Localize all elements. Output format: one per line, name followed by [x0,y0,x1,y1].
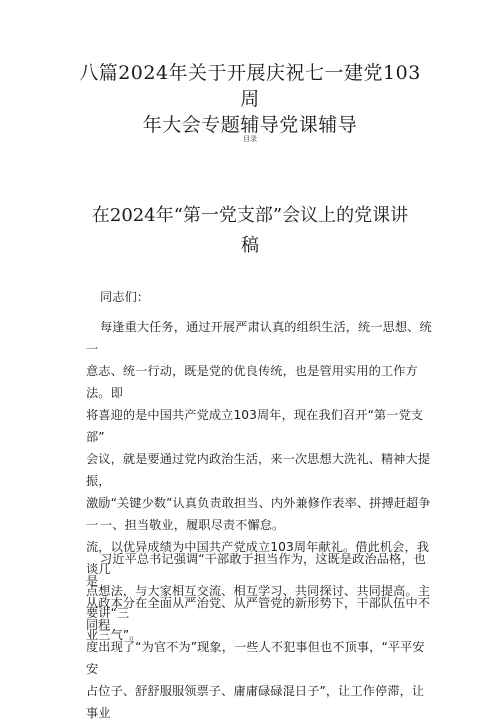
paragraph-line: 业三气”。 [86,628,142,642]
paragraph-line: 将喜迎的是中国共产党成立103周年，现在我们召开“第一党支部” [86,408,424,444]
paragraph-line: 占位子、舒舒服服领票子、庸庸碌碌混日子”，让工作停滞，让事业 [86,684,425,720]
paragraph-line: 从政本分在全面从严治党、从严管党的新形势下，干部队伍中不同程 [86,596,431,632]
section-title-line-1: 在2024年“第一党支部”会议上的党课讲 [91,205,409,226]
paragraph-line: 激励“关键少数”认真负责敢担当、内外兼修作表率、拼搏赶超争一 [86,496,431,532]
document-title-line-1: 八篇2024年关于开展庆祝七一建党103周 [79,62,421,110]
paragraph-line: 会议，就是要通过党内政治生活，来一次思想大洗礼、精神大提振， [86,452,431,488]
paragraph-line: 流，以优异成绩为中国共产党成立103周年献礼。借此机会，我谈几 [86,540,430,576]
document-title-line-2: 年大会专题辅导党课辅导 [142,114,358,136]
paragraph-2 [86,548,434,724]
paragraph-line: 度出现了“为官不为”现象，一些人不犯事但也不顶事，“平平安安 [86,640,425,676]
paragraph-line: 每逢重大任务，通过开展严肃认真的组织生活，统一思想、统一 [86,320,432,356]
paragraph-line: 习近平总书记强调“干部敢于担当作为，这既是政治品格，也是 [86,552,426,588]
paragraph-line: 点想法，与大家相互交流、相互学习、共同探讨、共同提高。主要讲“三 [86,584,431,620]
section-title [60,201,440,261]
greeting: 同志们： [100,290,150,304]
document-title [70,60,430,138]
section-title-line-2: 稿 [241,235,259,256]
paragraph-line: 意志、统一行动，既是党的优良传统，也是管用实用的工作方法。即 [86,364,418,400]
table-of-contents-label: 目录 [243,135,257,143]
section-heading-1: 一、担当敬业，履职尽责不懈怠。 [100,518,285,532]
